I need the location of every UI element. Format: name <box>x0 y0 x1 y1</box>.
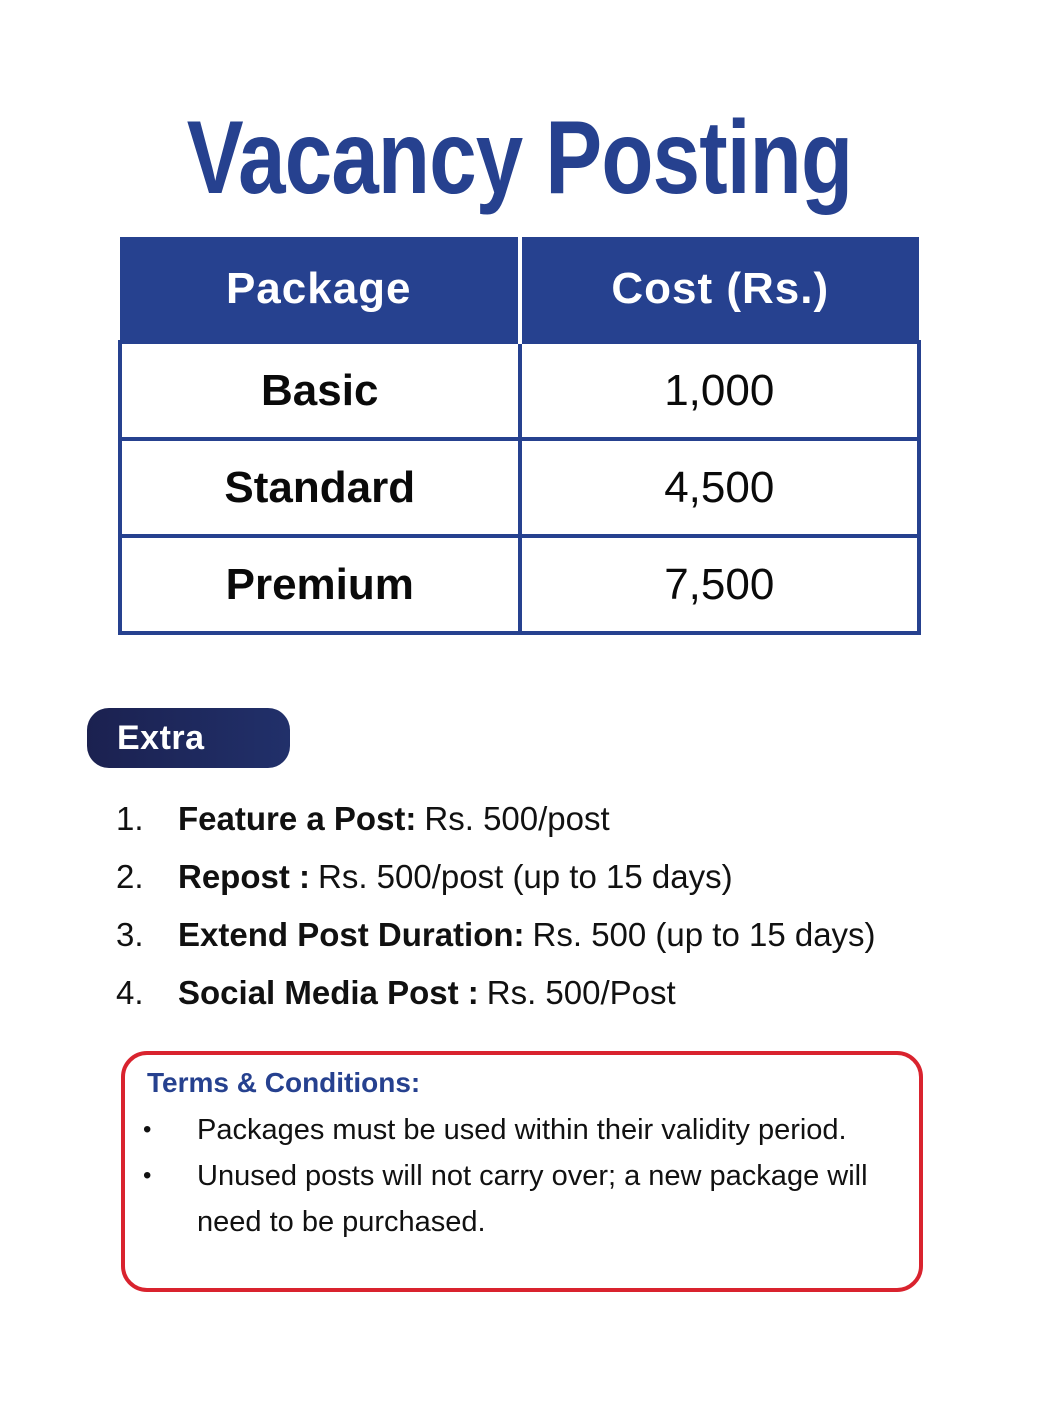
item-value: Rs. 500 (up to 15 days) <box>532 916 876 953</box>
package-cost: 7,500 <box>520 536 920 633</box>
table-row <box>120 536 919 633</box>
item-label: Feature a Post: <box>178 800 417 837</box>
item-label: Extend Post Duration: <box>178 916 525 953</box>
table-row <box>120 439 919 536</box>
list-item <box>116 906 876 964</box>
list-item <box>116 964 876 1022</box>
bullet-icon: • <box>143 1116 152 1143</box>
column-header-package: Package <box>120 237 520 342</box>
bullet-icon: • <box>143 1162 152 1189</box>
item-value: Rs. 500/Post <box>486 974 676 1011</box>
package-name: Premium <box>120 536 520 633</box>
item-number: 1. <box>116 800 144 837</box>
term-text: Unused posts will not carry over; a new package will need to be purchased. <box>197 1160 868 1238</box>
package-cost: 4,500 <box>520 439 920 536</box>
pricing-table <box>118 237 921 635</box>
package-name: Standard <box>120 439 520 536</box>
item-number: 2. <box>116 858 144 895</box>
table-row <box>120 342 919 439</box>
item-label: Repost : <box>178 858 310 895</box>
item-value: Rs. 500/post <box>424 800 610 837</box>
list-item <box>143 1153 903 1245</box>
item-value: Rs. 500/post (up to 15 days) <box>318 858 733 895</box>
list-item <box>143 1107 903 1153</box>
package-cost: 1,000 <box>520 342 920 439</box>
item-number: 4. <box>116 974 144 1011</box>
item-label: Social Media Post : <box>178 974 479 1011</box>
column-header-cost: Cost (Rs.) <box>520 237 920 342</box>
terms-list <box>143 1107 903 1245</box>
list-item <box>116 848 876 906</box>
terms-title: Terms & Conditions: <box>147 1067 421 1098</box>
extras-list <box>116 790 876 1022</box>
page-title: Vacancy Posting <box>186 100 853 216</box>
terms-box <box>121 1051 923 1292</box>
list-item <box>116 790 876 848</box>
term-text: Packages must be used within their validity period. <box>197 1114 847 1146</box>
item-number: 3. <box>116 916 144 953</box>
extra-section-badge: Extra <box>87 708 290 768</box>
table-header-row <box>120 237 919 342</box>
package-name: Basic <box>120 342 520 439</box>
